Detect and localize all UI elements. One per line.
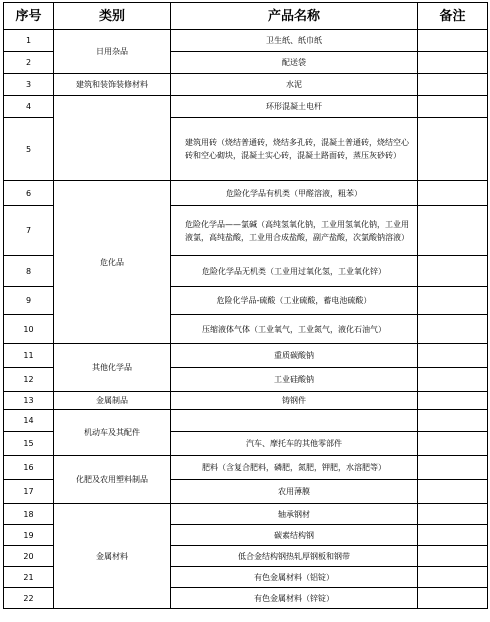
remarks-cell bbox=[418, 567, 488, 588]
product-cell: 压缩液体气体（工业氧气，工业氮气，液化石油气） bbox=[171, 315, 418, 344]
table-row bbox=[4, 392, 488, 410]
category-cell bbox=[54, 96, 171, 181]
product-cell: 危险化学品有机类（甲醛溶液，粗苯） bbox=[171, 181, 418, 206]
row-number: 17 bbox=[4, 480, 54, 504]
remarks-cell bbox=[418, 392, 488, 410]
remarks-cell bbox=[418, 480, 488, 504]
row-number: 12 bbox=[4, 368, 54, 392]
table-row bbox=[4, 96, 488, 118]
category-cell: 建筑和装饰装修材料 bbox=[54, 74, 171, 96]
product-cell: 农用薄膜 bbox=[171, 480, 418, 504]
remarks-cell bbox=[418, 206, 488, 256]
remarks-cell bbox=[418, 546, 488, 567]
remarks-cell bbox=[418, 96, 488, 118]
remarks-cell bbox=[418, 525, 488, 546]
table-row bbox=[4, 74, 488, 96]
category-cell: 金属制品 bbox=[54, 392, 171, 410]
table-row bbox=[4, 410, 488, 432]
remarks-cell bbox=[418, 588, 488, 609]
row-number: 22 bbox=[4, 588, 54, 609]
row-number: 21 bbox=[4, 567, 54, 588]
remarks-cell bbox=[418, 504, 488, 525]
row-number: 19 bbox=[4, 525, 54, 546]
remarks-cell bbox=[418, 315, 488, 344]
product-cell: 轴承钢材 bbox=[171, 504, 418, 525]
row-number: 5 bbox=[4, 118, 54, 181]
row-number: 11 bbox=[4, 344, 54, 368]
remarks-cell bbox=[418, 287, 488, 315]
header-category: 类别 bbox=[54, 3, 171, 30]
row-number: 16 bbox=[4, 456, 54, 480]
remarks-cell bbox=[418, 410, 488, 432]
remarks-cell bbox=[418, 344, 488, 368]
category-cell: 危化品 bbox=[54, 181, 171, 344]
table-row bbox=[4, 456, 488, 480]
remarks-cell bbox=[418, 456, 488, 480]
row-number: 14 bbox=[4, 410, 54, 432]
product-cell: 有色金属材料（锌锭） bbox=[171, 588, 418, 609]
row-number: 8 bbox=[4, 256, 54, 287]
row-number: 15 bbox=[4, 432, 54, 456]
product-cell: 危险化学品无机类（工业用过氧化氢，工业氧化锌） bbox=[171, 256, 418, 287]
remarks-cell bbox=[418, 74, 488, 96]
remarks-cell bbox=[418, 118, 488, 181]
product-cell: 汽车、摩托车的其他零部件 bbox=[171, 432, 418, 456]
header-row bbox=[4, 3, 488, 30]
product-cell: 危险化学品——氯碱（高纯氢氧化钠，工业用氢氧化钠，工业用液氯，高纯盐酸，工业用合成盐酸，副产盐酸，次氯酸钠溶液） bbox=[171, 206, 418, 256]
product-cell: 工业硅酸钠 bbox=[171, 368, 418, 392]
row-number: 6 bbox=[4, 181, 54, 206]
product-cell: 水泥 bbox=[171, 74, 418, 96]
category-cell: 金属材料 bbox=[54, 504, 171, 609]
row-number: 4 bbox=[4, 96, 54, 118]
table-row bbox=[4, 504, 488, 525]
remarks-cell bbox=[418, 52, 488, 74]
row-number: 2 bbox=[4, 52, 54, 74]
header-product: 产品名称 bbox=[171, 3, 418, 30]
table-row bbox=[4, 30, 488, 52]
row-number: 7 bbox=[4, 206, 54, 256]
product-table bbox=[3, 2, 488, 609]
row-number: 13 bbox=[4, 392, 54, 410]
product-cell: 危险化学品-硫酸（工业硫酸，蓄电池硫酸） bbox=[171, 287, 418, 315]
remarks-cell bbox=[418, 256, 488, 287]
table-row bbox=[4, 181, 488, 206]
product-cell: 重质碳酸钠 bbox=[171, 344, 418, 368]
category-cell: 机动车及其配件 bbox=[54, 410, 171, 456]
product-cell: 肥料（含复合肥料，磷肥，氮肥，钾肥，水溶肥等） bbox=[171, 456, 418, 480]
category-cell: 化肥及农用塑料制品 bbox=[54, 456, 171, 504]
product-cell: 配送袋 bbox=[171, 52, 418, 74]
product-cell: 低合金结构钢热轧厚钢板和钢带 bbox=[171, 546, 418, 567]
product-cell: 铸钢件 bbox=[171, 392, 418, 410]
row-number: 3 bbox=[4, 74, 54, 96]
header-remarks: 备注 bbox=[418, 3, 488, 30]
remarks-cell bbox=[418, 432, 488, 456]
table-row bbox=[4, 344, 488, 368]
product-cell bbox=[171, 410, 418, 432]
row-number: 10 bbox=[4, 315, 54, 344]
remarks-cell bbox=[418, 30, 488, 52]
remarks-cell bbox=[418, 368, 488, 392]
header-index: 序号 bbox=[4, 3, 54, 30]
product-cell: 碳素结构钢 bbox=[171, 525, 418, 546]
row-number: 9 bbox=[4, 287, 54, 315]
product-cell: 建筑用砖（烧结普通砖，烧结多孔砖，混凝土普通砖，烧结空心砖和空心砌块，混凝土实心砖，混凝土路面砖，蒸压灰砂砖） bbox=[171, 118, 418, 181]
category-cell: 其他化学品 bbox=[54, 344, 171, 392]
remarks-cell bbox=[418, 181, 488, 206]
product-cell: 环形混凝土电杆 bbox=[171, 96, 418, 118]
row-number: 1 bbox=[4, 30, 54, 52]
row-number: 18 bbox=[4, 504, 54, 525]
product-cell: 卫生纸、纸巾纸 bbox=[171, 30, 418, 52]
product-cell: 有色金属材料（铝锭） bbox=[171, 567, 418, 588]
category-cell: 日用杂品 bbox=[54, 30, 171, 74]
row-number: 20 bbox=[4, 546, 54, 567]
